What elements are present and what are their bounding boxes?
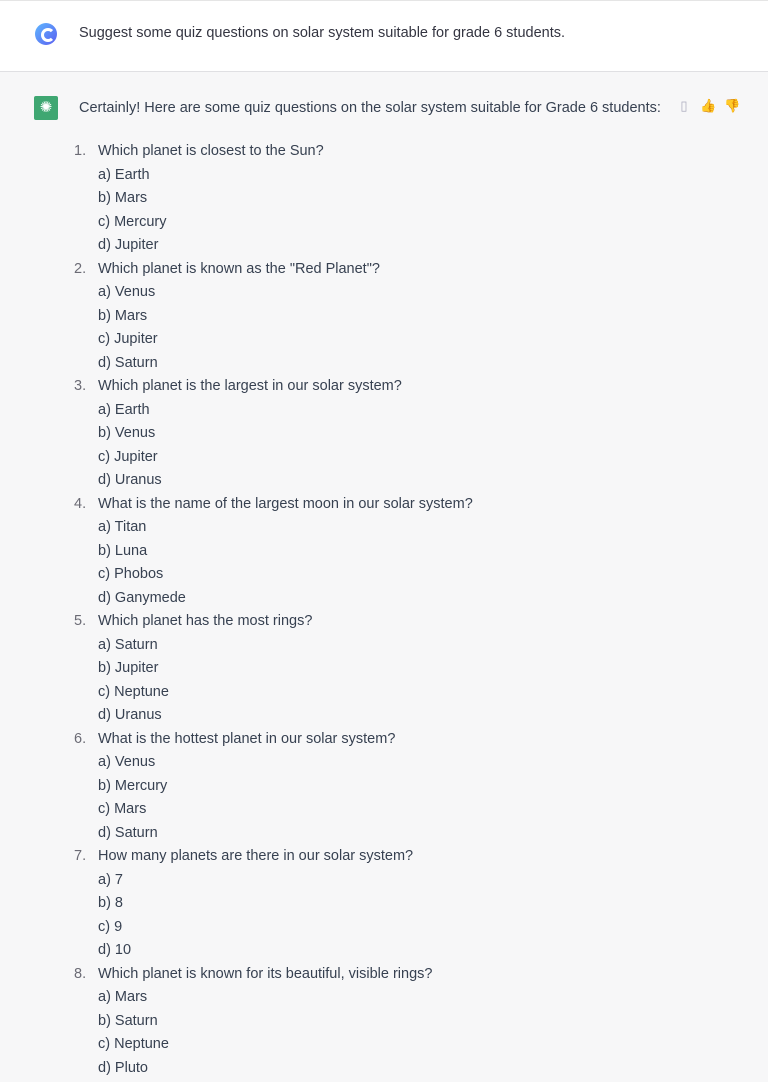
answer-option: a) Saturn [98,636,158,653]
answer-option: d) Ganymede [98,589,186,606]
question-number: 1. [74,143,87,159]
question-item [74,610,473,634]
answer-option: c) Mercury [98,213,167,230]
question-text: Which planet is known as the "Red Planet"? [98,260,380,277]
message-actions [676,98,740,114]
answer-option: b) 8 [98,895,123,911]
question-text: Which planet has the most rings? [98,613,313,629]
question-item [74,258,473,282]
user-message-text: Suggest some quiz questions on solar system suitable for grade 6 students. [79,25,566,41]
answer-option: b) Mars [98,190,148,206]
thumbs-down-icon[interactable]: 👎 [724,98,741,113]
answer-option: c) Jupiter [98,448,158,465]
answer-option: a) Titan [98,519,147,535]
question-item [74,375,473,399]
answer-option: c) 9 [98,918,123,935]
answer-option: d) Jupiter [98,237,159,253]
answer-option: d) 10 [98,942,132,958]
answer-option: b) Luna [98,542,148,559]
answer-option: c) Neptune [98,683,169,700]
assistant-intro-text: Certainly! Here are some quiz questions on the solar system suitable for Grade 6 students: [79,100,661,116]
answer-option: d) Saturn [98,824,158,841]
question-number: 4. [74,495,87,512]
question-number: 2. [74,260,87,277]
answer-option: c) Phobos [98,566,164,582]
answer-option: c) Neptune [98,1036,169,1052]
answer-option: a) 7 [98,871,123,888]
answer-option: a) Earth [98,401,150,418]
question-item [74,728,473,752]
question-text: Which planet is known for its beautiful, visible rings? [98,965,433,982]
question-item [74,963,473,987]
question-text: What is the name of the largest moon in our solar system? [98,495,473,512]
chatgpt-logo-icon: ✺ [34,96,58,120]
answer-option: d) Saturn [98,354,158,371]
quiz-list [74,140,473,1080]
answer-option: b) Mercury [98,777,168,794]
answer-option: a) Mars [98,989,148,1005]
answer-option: b) Venus [98,425,156,441]
question-text: How many planets are there in our solar system? [98,848,414,864]
question-text: What is the hottest planet in our solar system? [98,730,396,747]
answer-option: a) Venus [98,284,156,300]
question-number: 3. [74,378,87,394]
question-number: 5. [74,613,87,629]
user-message-row [0,0,768,72]
question-number: 8. [74,965,87,982]
question-item [74,845,473,869]
question-number: 7. [74,848,87,864]
answer-option: b) Mars [98,307,148,324]
question-item [74,140,473,164]
question-text: Which planet is closest to the Sun? [98,143,324,159]
copy-icon[interactable]: ▯ [680,98,688,113]
thumbs-up-icon[interactable]: 👍 [700,98,717,113]
answer-option: c) Mars [98,801,147,817]
answer-option: a) Earth [98,166,150,183]
answer-option: b) Jupiter [98,660,159,676]
answer-option: d) Uranus [98,707,162,723]
answer-option: d) Pluto [98,1059,148,1076]
answer-option: c) Jupiter [98,331,158,347]
question-text: Which planet is the largest in our solar system? [98,378,402,394]
answer-option: d) Uranus [98,472,162,488]
question-number: 6. [74,730,87,747]
user-avatar-icon [35,23,57,45]
answer-option: b) Saturn [98,1012,158,1029]
question-item [74,493,473,517]
answer-option: a) Venus [98,754,156,770]
